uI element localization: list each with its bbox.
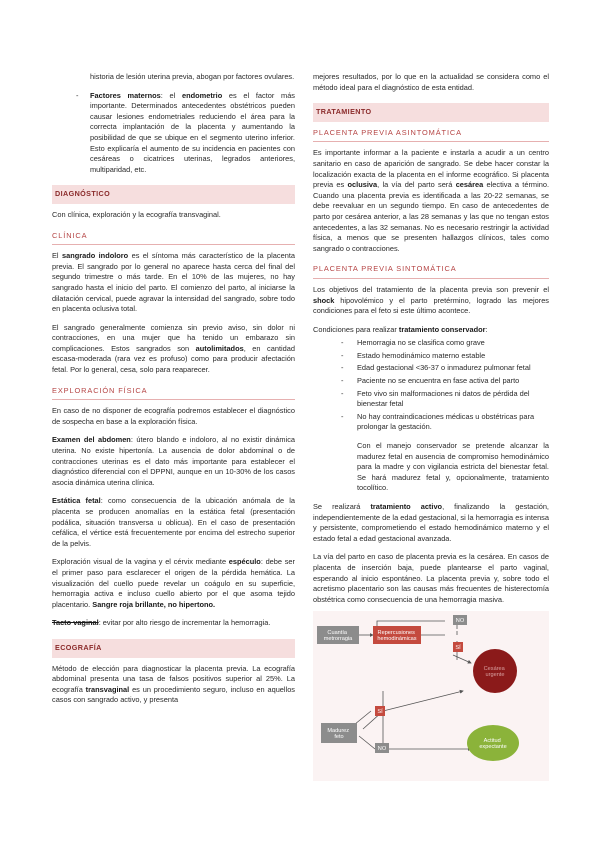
- clinica-paragraph-1: [52, 251, 295, 315]
- bold-text: shock: [313, 295, 335, 305]
- bold-text: tratamiento conservador: [398, 324, 486, 334]
- madurez-line-1: Madurez: [327, 728, 350, 734]
- condiciones-paragraph: [313, 325, 549, 336]
- actitud-line-1: Actitud: [483, 738, 501, 744]
- actitud-line-2: expectante: [479, 744, 507, 750]
- repercusiones-line-2: hemodinámicas: [377, 636, 417, 642]
- via-parto-paragraph: La vía del parto en caso de placenta previa es la cesárea. En casos de placenta de inserción baja, puede plantearse el parto vaginal, esperando al inicio espontáneo. La placenta previa y, sobre todo el acretismo placentario son las causas más frecuentes de histerectomía obstétrica como consecuencia de una hemorragia masiva.: [313, 552, 549, 604]
- cesarea-label: [484, 666, 507, 678]
- madurez-line-2: feto: [334, 734, 344, 740]
- text: : como consecuencia de la ubicación anómala de la placenta se producen anomalías en la estática fetal (presentación podálica, situación transversa u oblicua). En el caso de presentación cefálica, el vértice está frecuentemente por encima del estrecho superior de la pelvis.: [52, 496, 295, 548]
- diagnostico-text: Con clínica, exploración y la ecografía transvaginal.: [52, 209, 221, 219]
- bold-text: oclusiva: [347, 180, 378, 190]
- text: : debe ser el primer paso para esclarecer el origen de la pérdida hemática. La visualización del cuello puede revelar un coágulo en su superficie, hemorragia activa e incluso cuello abierto por el que asoma tejido placentario.: [52, 557, 295, 609]
- asintomatica-paragraph: [313, 148, 549, 254]
- tacto-label: Tacto vaginal: [52, 618, 99, 628]
- text: , la vía del parto será: [377, 180, 456, 190]
- bold-text: transvaginal: [85, 684, 130, 694]
- text: :: [485, 324, 488, 334]
- text: , en cantidad escasa-moderada (rara vez es profuso) como para producir afectación fetal. Por lo general, cesa, solo para reaparecer.: [52, 343, 295, 375]
- bold-text: autolimitados: [195, 343, 244, 353]
- condiciones-list: [313, 338, 549, 433]
- ecografia-paragraph: [52, 664, 295, 706]
- bold-text: tratamiento activo: [370, 502, 443, 511]
- activo-paragraph: [313, 502, 549, 544]
- text: : útero blando e indoloro, al no existir dinámica uterina. No existe hipertonía. La ausencia de dolor abdominal o de contracciones uterinas es el dato más importante para establecer el diagnóstico diferencial con el DPPNI, aunque en un 10-30% de los casos asocia dinámica uterina clínica.: [52, 435, 295, 487]
- especulo-paragraph: [52, 557, 295, 610]
- bold-text: cesárea: [455, 180, 484, 190]
- sintomatica-paragraph: [313, 285, 549, 317]
- maternal-text-a: : el: [160, 90, 182, 100]
- maternal-label: Factores maternos: [90, 90, 161, 100]
- no-top-label: NO: [455, 618, 465, 624]
- no-bottom-label: NO: [377, 746, 387, 752]
- maternal-text-b: es el factor más importante. Determinados antecedentes obstétricos pueden causar lesiones endometriales reduciendo el área para la correcta implantación de la placenta y aumentando la posibilidad de que se ubique en el segmento uterino inferior. Esto explicaría el aumento de su incidencia en pacientes con cesáreas o cicatrices uterinas, legrados anteriores, multiparidad, etc.: [90, 90, 296, 174]
- exploracion-paragraph: En caso de no disponer de ecografía podremos establecer el diagnóstico de sospecha en base a la exploración física.: [52, 406, 295, 426]
- section-header-ecografia: ECOGRAFÍA: [52, 639, 295, 658]
- text: Se realizará: [313, 502, 371, 511]
- subheader-asintomatica: PLACENTA PREVIA ASINTOMÁTICA: [313, 128, 549, 143]
- tacto-paragraph: [52, 618, 295, 629]
- bullet-dash: -: [76, 90, 79, 100]
- abdomen-paragraph: [52, 435, 295, 488]
- list-item: - Estado hemodinámico materno estable: [313, 351, 549, 362]
- list-item: - Paciente no se encuentra en fase activa del parto: [313, 376, 549, 387]
- repercusiones-label: [377, 630, 416, 642]
- right-column: [313, 72, 549, 613]
- text: El sangrado generalmente comienza sin previo aviso, sin dolor ni contracciones, en una mujer que ha tenido un embarazo sin complicaciones. Estos sangrados son: [52, 322, 295, 353]
- si-mid-label: SÍ: [377, 709, 383, 715]
- repercusiones-line-1: Repercusiones: [377, 630, 415, 636]
- section-header-diagnostico: DIAGNÓSTICO: [52, 185, 295, 204]
- text: Exploración visual de la vagina y el cérvix mediante: [52, 557, 229, 567]
- cesarea-line-2: urgente: [485, 672, 505, 678]
- flowchart-svg: [313, 611, 549, 781]
- bold-text: Sangre roja brillante, no hipertono.: [92, 599, 216, 609]
- right-continuation: mejores resultados, por lo que en la actualidad se considera como el método ideal para el diagnóstico de esta entidad.: [313, 72, 549, 92]
- list-item: - Hemorragia no se clasifica como grave: [313, 338, 549, 349]
- cesarea-line-1: Cesárea: [483, 666, 505, 672]
- section-header-tratamiento: TRATAMIENTO: [313, 103, 549, 122]
- treatment-flowchart: [313, 611, 549, 781]
- clinica-paragraph-2: [52, 323, 295, 376]
- list-item: - Edad gestacional <36-37 o inmadurez pulmonar fetal: [313, 363, 549, 374]
- bold-text: espéculo: [228, 557, 261, 567]
- text: hipovolémico y el parto pretérmino, logrado las mejores condiciones para el feto si este último acontece.: [313, 295, 549, 316]
- text: es un procedimiento seguro, incluso en aquellos casos con sangrado activo, y presenta: [52, 684, 295, 705]
- si-top-label: SÍ: [455, 645, 461, 651]
- text: Es importante informar a la paciente e instarla a acudir a un centro sanitario en caso de aparición de sangrado. Se debe hacer constar la localización exacta de la placenta en el informe ecográfico. Si placenta previa es: [313, 148, 549, 190]
- abdomen-label: Examen del abdomen: [52, 435, 131, 445]
- text: , finalizando la gestación, independientemente de la edad gestacional, si la hemorragia es intensa y persistente, comprometiendo el estado hemodinámico materno y el estado fetal a edad gestacional avanzada.: [313, 502, 549, 543]
- subheader-sintomatica: PLACENTA PREVIA SINTOMÁTICA: [313, 264, 549, 279]
- text: Los objetivos del tratamiento de la placenta previa son prevenir el: [313, 284, 549, 294]
- estatica-label: Estática fetal: [52, 496, 101, 506]
- maternal-endometrio: endometrio: [181, 90, 223, 100]
- text: es el síntoma más característico de la placenta previa. El sangrado por lo general no aparece hasta cerca del final del segundo trimestre o más tarde. En el 10% de las mujeres, no hay sangrado hasta el inicio del parto. El comienzo del parto, al iniciarse la dilatación cervical, puede agravar la intensidad del sangrado, sobre todo en placenta oclusiva total.: [52, 251, 295, 314]
- left-column: [52, 72, 295, 714]
- intro-continuation: historia de lesión uterina previa, abogan por factores ovulares.: [90, 72, 295, 81]
- subheader-clinica: CLÍNICA: [52, 231, 295, 246]
- conservador-paragraph: Con el manejo conservador se pretende alcanzar la madurez fetal en ausencia de compromiso hemodinámico para la madre y con vigilancia estricta del bienestar fetal. Se hará madurez fetal y, opcionalmente, tratamiento tocolítico.: [357, 441, 549, 493]
- text: : evitar por alto riesgo de incrementar la hemorragia.: [98, 618, 271, 628]
- cuantia-line-1: Cuantía: [327, 630, 348, 636]
- bold-text: sangrado indoloro: [61, 251, 129, 261]
- subheader-exploracion: EXPLORACIÓN FÍSICA: [52, 386, 295, 401]
- list-item: - No hay contraindicaciones médicas u obstétricas para prolongar la gestación.: [313, 412, 549, 433]
- text: Condiciones para realizar: [313, 324, 399, 334]
- text: El: [52, 251, 62, 261]
- maternal-factors-item: [52, 91, 295, 176]
- list-item: - Feto vivo sin malformaciones ni datos de pérdida del bienestar fetal: [313, 389, 549, 410]
- text: Método de elección para diagnosticar la placenta previa. La ecografía abdominal presenta una tasa de falsos positivos superior al 25%. La ecografía: [52, 663, 295, 694]
- cuantia-line-2: metrorragia: [323, 636, 353, 642]
- estatica-paragraph: [52, 496, 295, 549]
- text: electiva a término. Cuando una placenta previa es identificada a las 20-22 semanas, se debe reevaluar en un segundo tiempo. En caso de antecedentes de parto por cesárea anterior, a las 28 semanas y las que no tengan estos antecedentes, a las 32 semanas. No es necesario restringir la actividad física, a menos que se presenten hallazgos clínicos, tales como sangrado o contracciones.: [313, 180, 550, 253]
